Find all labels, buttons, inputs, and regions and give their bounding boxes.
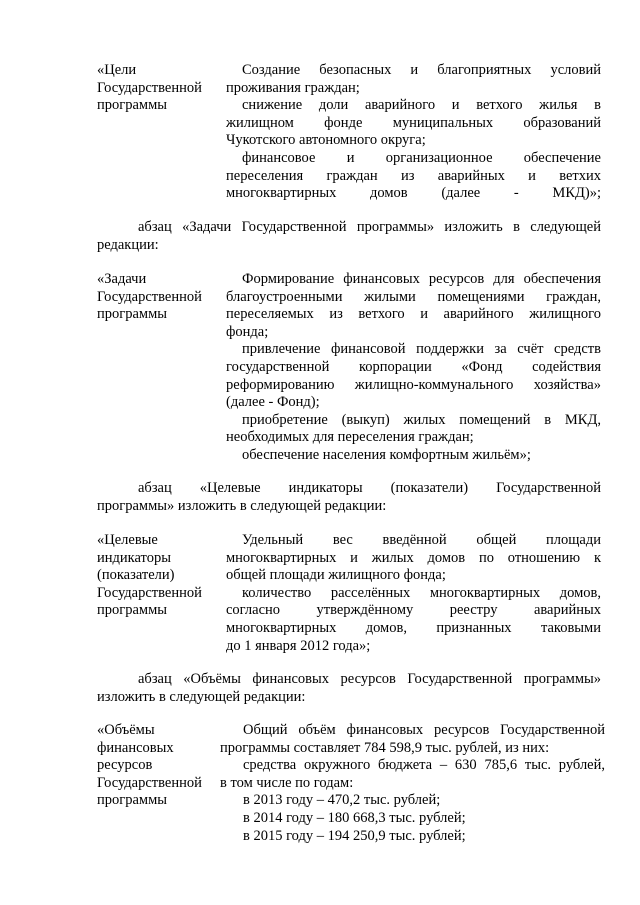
paragraph-volumes-edit: абзац «Объёмы финансовых ресурсов Государственной программы» изложить в следующей редакции:	[97, 671, 601, 705]
tasks-block	[97, 271, 601, 465]
tasks-label: «Задачи Государственной программы	[97, 271, 202, 323]
paragraph-indicators-edit: абзац «Целевые индикаторы (показатели) Государственной программы» изложить в следующей редакции:	[97, 480, 601, 514]
indicators-block	[97, 532, 601, 655]
volumes-block	[97, 722, 605, 845]
indicators-label: «Целевые индикаторы (показатели) Государственной программы	[97, 532, 202, 619]
goals-block	[97, 62, 601, 203]
tasks-text: Формирование финансовых ресурсов для обеспечения благоустроенными жилыми помещениями граждан, переселяемых из ветхого и аварийного жилищного фонда; привлечение финансовой поддержки за счёт средств государственной корпорации «Фонд содействия реформированию жилищно-коммунального хозяйства» (далее - Фонд); приобретение (выкуп) жилых помещений в МКД, необходимых для переселения граждан; обеспечение населения комфортным жильём»;	[226, 271, 601, 463]
goals-label: «Цели Государственной программы	[97, 62, 202, 114]
volumes-label: «Объёмы финансовых ресурсов Государственной программы	[97, 722, 202, 809]
indicators-text: Удельный вес введённой общей площади многоквартирных и жилых домов по отношению к общей площади жилищного фонда; количество расселённых многоквартирных домов, согласно утверждённому реестру аварийных многоквартирных домов, признанных таковыми до 1 января 2012 года»;	[226, 532, 601, 654]
volumes-text: Общий объём финансовых ресурсов Государственной программы составляет 784 598,9 тыс. рублей, из них: средства окружного бюджета – 630 785,6 тыс. рублей, в том числе по годам: в 2013 году – 470,2 тыс. рублей; в 2014 году – 180 668,3 тыс. рублей; в 2015 году – 194 250,9 тыс. рублей;	[220, 722, 605, 844]
paragraph-tasks-edit: абзац «Задачи Государственной программы» изложить в следующей редакции:	[97, 219, 601, 253]
goals-text: Создание безопасных и благоприятных условий проживания граждан; снижение доли аварийного и ветхого жилья в жилищном фонде муниципальных образований Чукотского автономного округа; финансовое и организационное обеспечение переселения граждан из аварийных и ветхих многоквартирных домов (далее - МКД)»;	[226, 62, 601, 202]
